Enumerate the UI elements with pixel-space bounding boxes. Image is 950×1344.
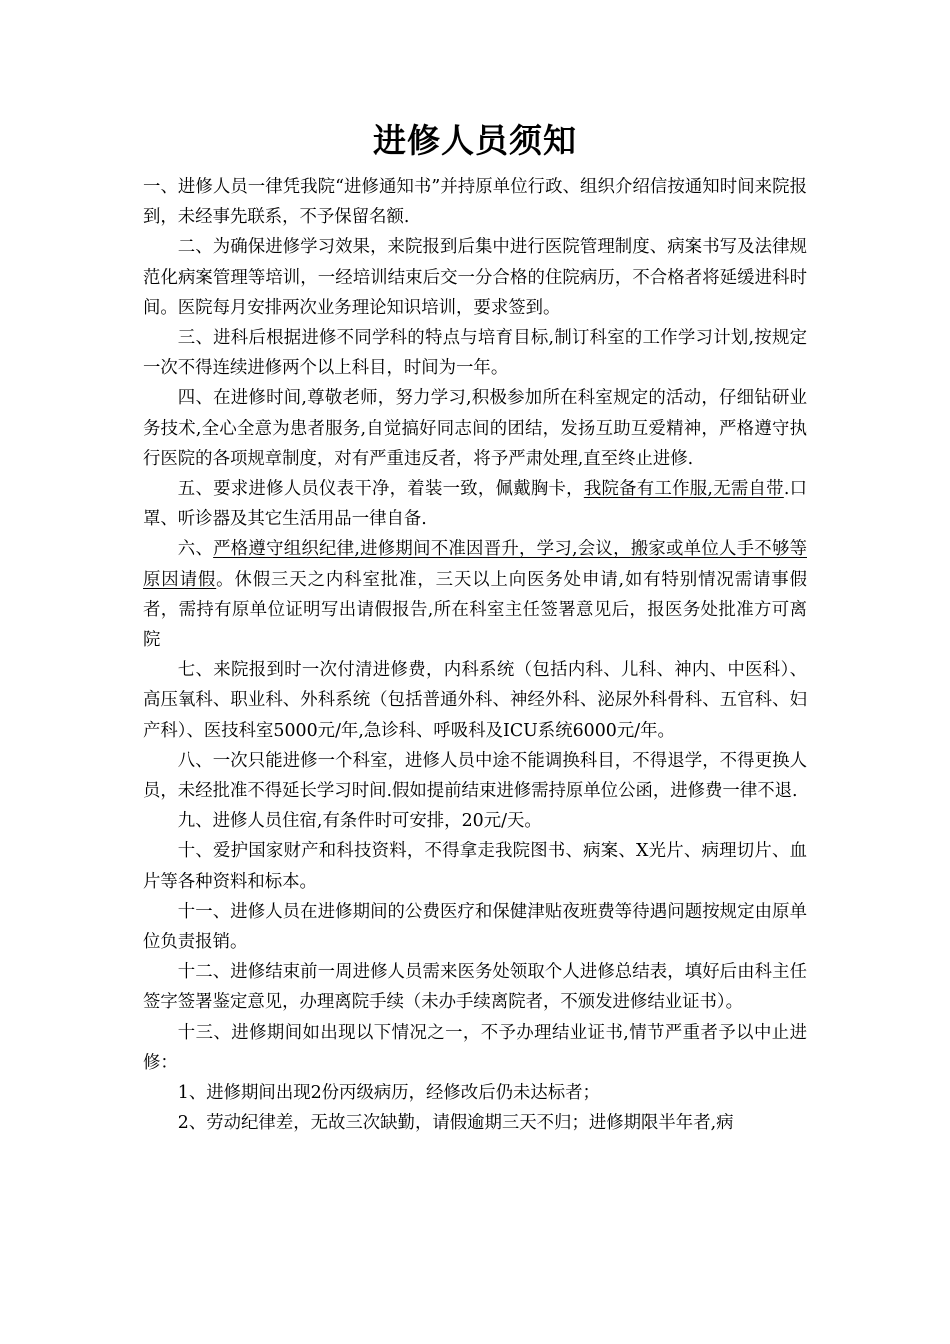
- rule-10: 十、爱护国家财产和科技资料，不得拿走我院图书、病案、X光片、病理切片、血片等各种资料和标本。: [143, 841, 807, 892]
- rule-6-start: 六、: [177, 539, 214, 560]
- rule-13: 十三、进修期间如出现以下情况之一，不予办理结业证书,情节严重者予以中止进修：: [143, 1022, 807, 1073]
- document-title: 进修人员须知: [373, 121, 577, 160]
- rule-2: 二、为确保进修学习效果，来院报到后集中进行医院管理制度、病案书写及法律规范化病案管理等培训，一经培训结束后交一分合格的住院病历，不合格者将延缓进科时间。医院每月安排两次业务理论知识培训，要求签到。: [143, 237, 807, 318]
- rule-6: [143, 534, 807, 655]
- rule-13-item-2: 2、劳动纪律差，无故三次缺勤，请假逾期三天不归；进修期限半年者,病: [177, 1113, 734, 1134]
- rule-6-underlined: 严格遵守组织纪律,进修期间不准因晋升，学习,会议，搬家或单位人手不够等原因请假: [143, 539, 807, 590]
- rule-7: 七、来院报到时一次付清进修费，内科系统（包括内科、儿科、神内、中医科）、高压氧科、职业科、外科系统（包括普通外科、神经外科、泌尿外科骨科、五官科、妇产科）、医技科室5000元/年,急诊科、呼吸科及ICU系统6000元/年。: [143, 660, 807, 741]
- rule-13-item-1: 1、进修期间出现2份丙级病历，经修改后仍未达标者；: [177, 1083, 600, 1104]
- rule-3: 三、进科后根据进修不同学科的特点与培育目标,制订科室的工作学习计划,按规定一次不得连续进修两个以上科目，时间为一年。: [143, 328, 807, 379]
- rule-4: 四、在进修时间,尊敬老师，努力学习,积极参加所在科室规定的活动，仔细钻研业务技术,全心全意为患者服务,自觉搞好同志间的团结，发扬互助互爱精神，严格遵守执行医院的各项规章制度，对有严重违反者，将予严肃处理,直至终止进修.: [143, 388, 807, 469]
- rule-8: 八、一次只能进修一个科室，进修人员中途不能调换科目，不得退学，不得更换人员，未经批准不得延长学习时间.假如提前结束进修需持原单位公函，进修费一律不退.: [143, 750, 807, 802]
- rule-12: 十二、进修结束前一周进修人员需来医务处领取个人进修总结表，填好后由科主任签字签署鉴定意见，办理离院手续（未办手续离院者，不颁发进修结业证书）。: [143, 962, 807, 1013]
- rule-6-end: 。休假三天之内科室批准，三天以上向医务处申请,如有特别情况需请事假者，需持有原单位证明写出请假报告,所在科室主任签署意见后，报医务处批准方可离院: [143, 569, 807, 651]
- rule-11: 十一、进修人员在进修期间的公费医疗和保健津贴夜班费等待遇问题按规定由原单位负责报销。: [143, 901, 807, 953]
- rule-9: 九、进修人员住宿,有条件时可安排，20元/天。: [177, 811, 542, 832]
- rule-5: [143, 474, 807, 534]
- rule-5-end: .口罩、听诊器及其它生活用品一律自备.: [143, 479, 807, 530]
- rule-1: 一、进修人员一律凭我院“进修通知书”并持原单位行政、组织介绍信按通知时间来院报到，未经事先联系，不予保留名额.: [143, 177, 807, 228]
- rule-5-start: 五、要求进修人员仪表干净，着装一致，佩戴胸卡，: [177, 479, 584, 500]
- rule-5-underlined: 我院备有工作服,无需自带: [583, 479, 784, 500]
- document-page: [143, 118, 807, 1139]
